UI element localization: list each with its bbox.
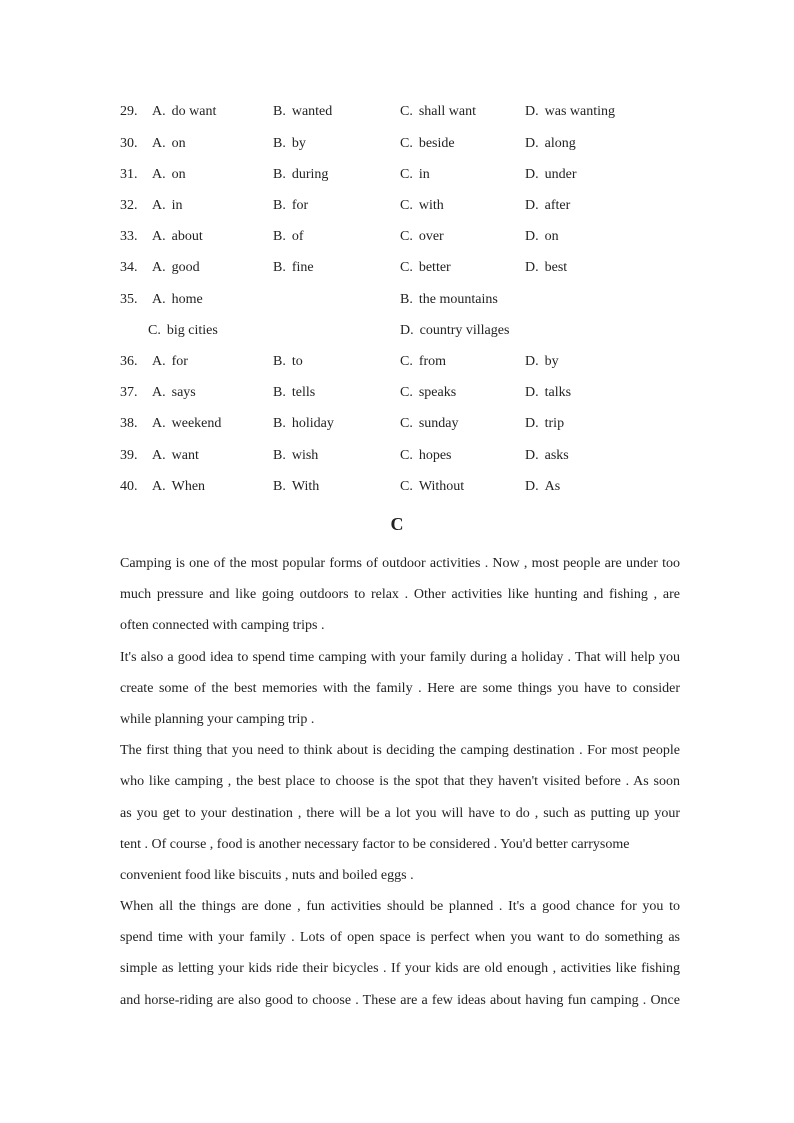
question-number: 29. <box>120 104 138 119</box>
passage-line: tent . Of course , food is another necessary factor to be considered . You'd better carrysome <box>120 836 630 852</box>
option-b: B. during <box>273 167 329 182</box>
question-number: 39. <box>120 448 138 463</box>
option-b: B. wish <box>273 448 319 463</box>
question-number: 30. <box>120 136 138 151</box>
question-number: 35. <box>120 292 138 307</box>
question-35-continued <box>0 320 794 342</box>
question-34 <box>0 257 794 279</box>
option-c: C. sunday <box>400 416 459 431</box>
option-b: B. holiday <box>273 416 334 431</box>
passage-line: as you get to your destination , there will be a lot you will have to do , such as putting up your <box>120 805 680 821</box>
question-40 <box>0 476 794 498</box>
option-d: D. As <box>525 479 561 494</box>
passage-line: while planning your camping trip . <box>120 711 315 727</box>
passage-line: It's also a good idea to spend time camping with your family during a holiday . That will help you <box>120 649 680 665</box>
question-number: 40. <box>120 479 138 494</box>
option-a: A. do want <box>152 104 217 119</box>
option-d: D. was wanting <box>525 104 616 119</box>
question-number: 37. <box>120 385 138 400</box>
option-c: C. Without <box>400 479 465 494</box>
option-d: D. on <box>525 229 559 244</box>
option-a: A. When <box>152 479 206 494</box>
option-d: D. country villages <box>400 323 510 338</box>
option-a: A. weekend <box>152 416 222 431</box>
option-b: B. of <box>273 229 304 244</box>
option-b: B. for <box>273 198 309 213</box>
option-a: A. for <box>152 354 188 369</box>
option-a: A. on <box>152 167 186 182</box>
option-c: C. beside <box>400 136 455 151</box>
question-number: 34. <box>120 260 138 275</box>
option-c: C. shall want <box>400 104 476 119</box>
option-d: D. under <box>525 167 577 182</box>
option-a: A. good <box>152 260 200 275</box>
option-b: B. wanted <box>273 104 333 119</box>
option-d: D. after <box>525 198 571 213</box>
passage-line: and horse-riding are also good to choose . These are a few ideas about having fun camping . Once <box>120 992 680 1008</box>
option-d: D. asks <box>525 448 569 463</box>
question-number: 38. <box>120 416 138 431</box>
option-b: B. With <box>273 479 320 494</box>
option-c: C. speaks <box>400 385 457 400</box>
section-heading: C <box>390 514 404 534</box>
option-d: D. along <box>525 136 576 151</box>
option-c: C. better <box>400 260 451 275</box>
question-number: 36. <box>120 354 138 369</box>
option-a: A. home <box>152 292 203 307</box>
question-number: 33. <box>120 229 138 244</box>
question-30 <box>0 133 794 155</box>
question-36 <box>0 351 794 373</box>
option-a: A. says <box>152 385 196 400</box>
option-d: D. by <box>525 354 559 369</box>
option-b: B. by <box>273 136 306 151</box>
passage-line: who like camping , the best place to choose is the spot that they haven't visited before . As soon <box>120 774 680 790</box>
passage-line: The first thing that you need to think about is deciding the camping destination . For most people <box>120 743 680 759</box>
question-number: 31. <box>120 167 138 182</box>
question-37 <box>0 382 794 404</box>
option-c: C. over <box>400 229 444 244</box>
question-35 <box>0 289 794 311</box>
passage-line: Camping is one of the most popular forms of outdoor activities . Now , most people are under too <box>120 556 680 571</box>
passage-line: spend time with your family . Lots of open space is perfect when you want to do something as <box>120 930 680 946</box>
passage-line: much pressure and like going outdoors to relax . Other activities like hunting and fishing , are <box>120 587 680 603</box>
question-number: 32. <box>120 198 138 213</box>
question-29 <box>0 101 794 123</box>
option-a: A. in <box>152 198 183 213</box>
option-a: A. about <box>152 229 203 244</box>
passage-line: often connected with camping trips . <box>120 618 325 634</box>
option-b: B. the mountains <box>400 292 498 307</box>
option-d: D. best <box>525 260 568 275</box>
question-31 <box>0 164 794 186</box>
option-b: B. tells <box>273 385 316 400</box>
question-33 <box>0 226 794 248</box>
passage-line: When all the things are done , fun activities should be planned . It's a good chance for you to <box>120 899 680 915</box>
option-b: B. fine <box>273 260 314 275</box>
option-a: A. want <box>152 448 199 463</box>
question-39 <box>0 445 794 467</box>
option-c: C. in <box>400 167 430 182</box>
reading-passage <box>120 548 680 1016</box>
option-d: D. trip <box>525 416 565 431</box>
option-b: B. to <box>273 354 303 369</box>
option-d: D. talks <box>525 385 572 400</box>
option-c: C. big cities <box>148 323 218 338</box>
passage-line: simple as letting your kids ride their bicycles . If your kids are old enough , activities like fishing <box>120 961 680 977</box>
option-a: A. on <box>152 136 186 151</box>
passage-line: convenient food like biscuits , nuts and boiled eggs . <box>120 867 414 883</box>
question-38 <box>0 413 794 435</box>
option-c: C. hopes <box>400 448 452 463</box>
question-32 <box>0 195 794 217</box>
option-c: C. with <box>400 198 444 213</box>
passage-line: create some of the best memories with the family . Here are some things you have to consider <box>120 680 680 696</box>
option-c: C. from <box>400 354 447 369</box>
